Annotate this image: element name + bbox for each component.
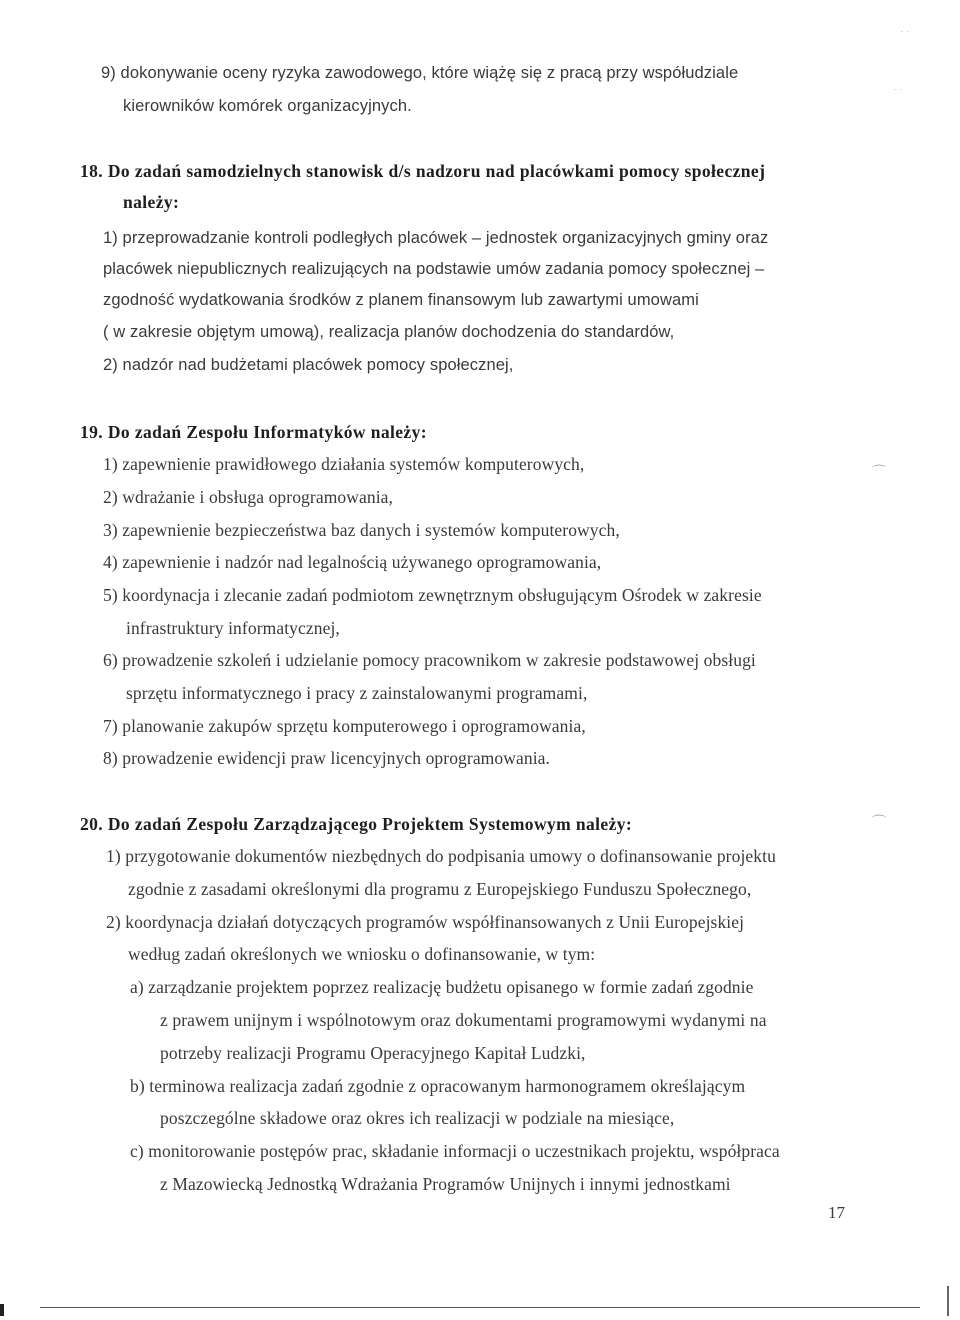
item-9-line-1: 9) dokonywanie oceny ryzyka zawodowego, które wiążę się z pracą przy współudziale xyxy=(101,64,739,82)
section-18-heading xyxy=(80,160,846,182)
section-19-item-3: 3) zapewnienie bezpieczeństwa baz danych i systemów komputerowych, xyxy=(103,520,620,540)
section-19-item-6-line-1: 6) prowadzenie szkoleń i udzielanie pomocy pracownikom w zakresie podstawowej obsługi xyxy=(103,650,756,670)
section-19-item-1: 1) zapewnienie prawidłowego działania systemów komputerowych, xyxy=(103,454,585,474)
section-20-item-1-line-1: 1) przygotowanie dokumentów niezbędnych do podpisania umowy o dofinansowanie projektu xyxy=(106,846,776,866)
scan-mark: ⌒ xyxy=(872,816,886,831)
section-18-item-1-line-3: zgodność wydatkowania środków z planem finansowym lub zawartymi umowami xyxy=(103,291,699,309)
section-19-item-5-line-2: infrastruktury informatycznej, xyxy=(126,618,340,638)
section-20-item-2c-line-1: c) monitorowanie postępów prac, składanie informacji o uczestnikach projektu, współpraca xyxy=(130,1141,780,1161)
section-20-item-1-line-2: zgodnie z zasadami określonymi dla programu z Europejskiego Funduszu Społecznego, xyxy=(128,879,752,899)
scan-mark: ⌒ xyxy=(872,466,886,481)
section-20-item-2-line-1: 2) koordynacja działań dotyczących programów współfinansowanych z Unii Europejskiej xyxy=(106,912,745,932)
section-19-heading: 19. Do zadań Zespołu Informatyków należy: xyxy=(80,422,427,442)
section-19-item-6-line-2: sprzętu informatycznego i pracy z zainstalowanymi programami, xyxy=(126,683,588,703)
section-20-item-2-line-2: według zadań określonych we wniosku o dofinansowanie, w tym: xyxy=(128,944,596,964)
scan-edge-mark xyxy=(947,1286,949,1316)
scan-speck: ˙ ˙ xyxy=(893,88,903,99)
section-20-item-2c-line-2: z Mazowiecką Jednostką Wdrażania Programów Unijnych i innymi jednostkami xyxy=(160,1174,731,1194)
section-20-heading: 20. Do zadań Zespołu Zarządzającego Projektem Systemowym należy: xyxy=(80,814,633,834)
section-19-item-8: 8) prowadzenie ewidencji praw licencyjnych oprogramowania. xyxy=(103,748,551,768)
scan-edge-mark xyxy=(0,1304,4,1316)
section-18-item-1-line-1: 1) przeprowadzanie kontroli podległych placówek – jednostek organizacyjnych gminy oraz xyxy=(103,229,769,247)
scan-speck: ˙ ˙ xyxy=(900,30,910,41)
scan-edge-line xyxy=(40,1307,920,1308)
section-20-item-2a-line-2: z prawem unijnym i wspólnotowym oraz dokumentami programowymi wydanymi na xyxy=(160,1010,767,1030)
section-18-item-1-line-4: ( w zakresie objętym umową), realizacja planów dochodzenia do standardów, xyxy=(103,323,675,341)
section-19-item-5-line-1: 5) koordynacja i zlecanie zadań podmiotom zewnętrznym obsługującym Ośrodek w zakresie xyxy=(103,585,762,605)
section-20-item-2a-line-3: potrzeby realizacji Programu Operacyjnego Kapitał Ludzki, xyxy=(160,1043,586,1063)
section-19-item-4: 4) zapewnienie i nadzór nad legalnością używanego oprogramowania, xyxy=(103,552,602,572)
section-20-item-2b-line-1: b) terminowa realizacja zadań zgodnie z opracowanym harmonogramem określającym xyxy=(130,1076,746,1096)
section-19-item-2: 2) wdrażanie i obsługa oprogramowania, xyxy=(103,487,394,507)
section-18-item-1-line-2: placówek niepublicznych realizujących na podstawie umów zadania pomocy społecznej – xyxy=(103,260,765,278)
section-18-heading-cont: należy: xyxy=(123,192,180,212)
section-19-item-7: 7) planowanie zakupów sprzętu komputerowego i oprogramowania, xyxy=(103,716,586,736)
section-20-item-2b-line-2: poszczególne składowe oraz okres ich realizacji w podziale na miesiące, xyxy=(160,1108,675,1128)
section-20-item-2a-line-1: a) zarządzanie projektem poprzez realizację budżetu opisanego w formie zadań zgodnie xyxy=(130,977,754,997)
section-18-item-2: 2) nadzór nad budżetami placówek pomocy społecznej, xyxy=(103,356,514,374)
item-9-line-2: kierowników komórek organizacyjnych. xyxy=(123,97,412,115)
section-18-heading-text: 18. Do zadań samodzielnych stanowisk d/s nadzoru nad placówkami pomocy społecznej xyxy=(80,161,766,181)
page-number: 17 xyxy=(828,1203,845,1222)
